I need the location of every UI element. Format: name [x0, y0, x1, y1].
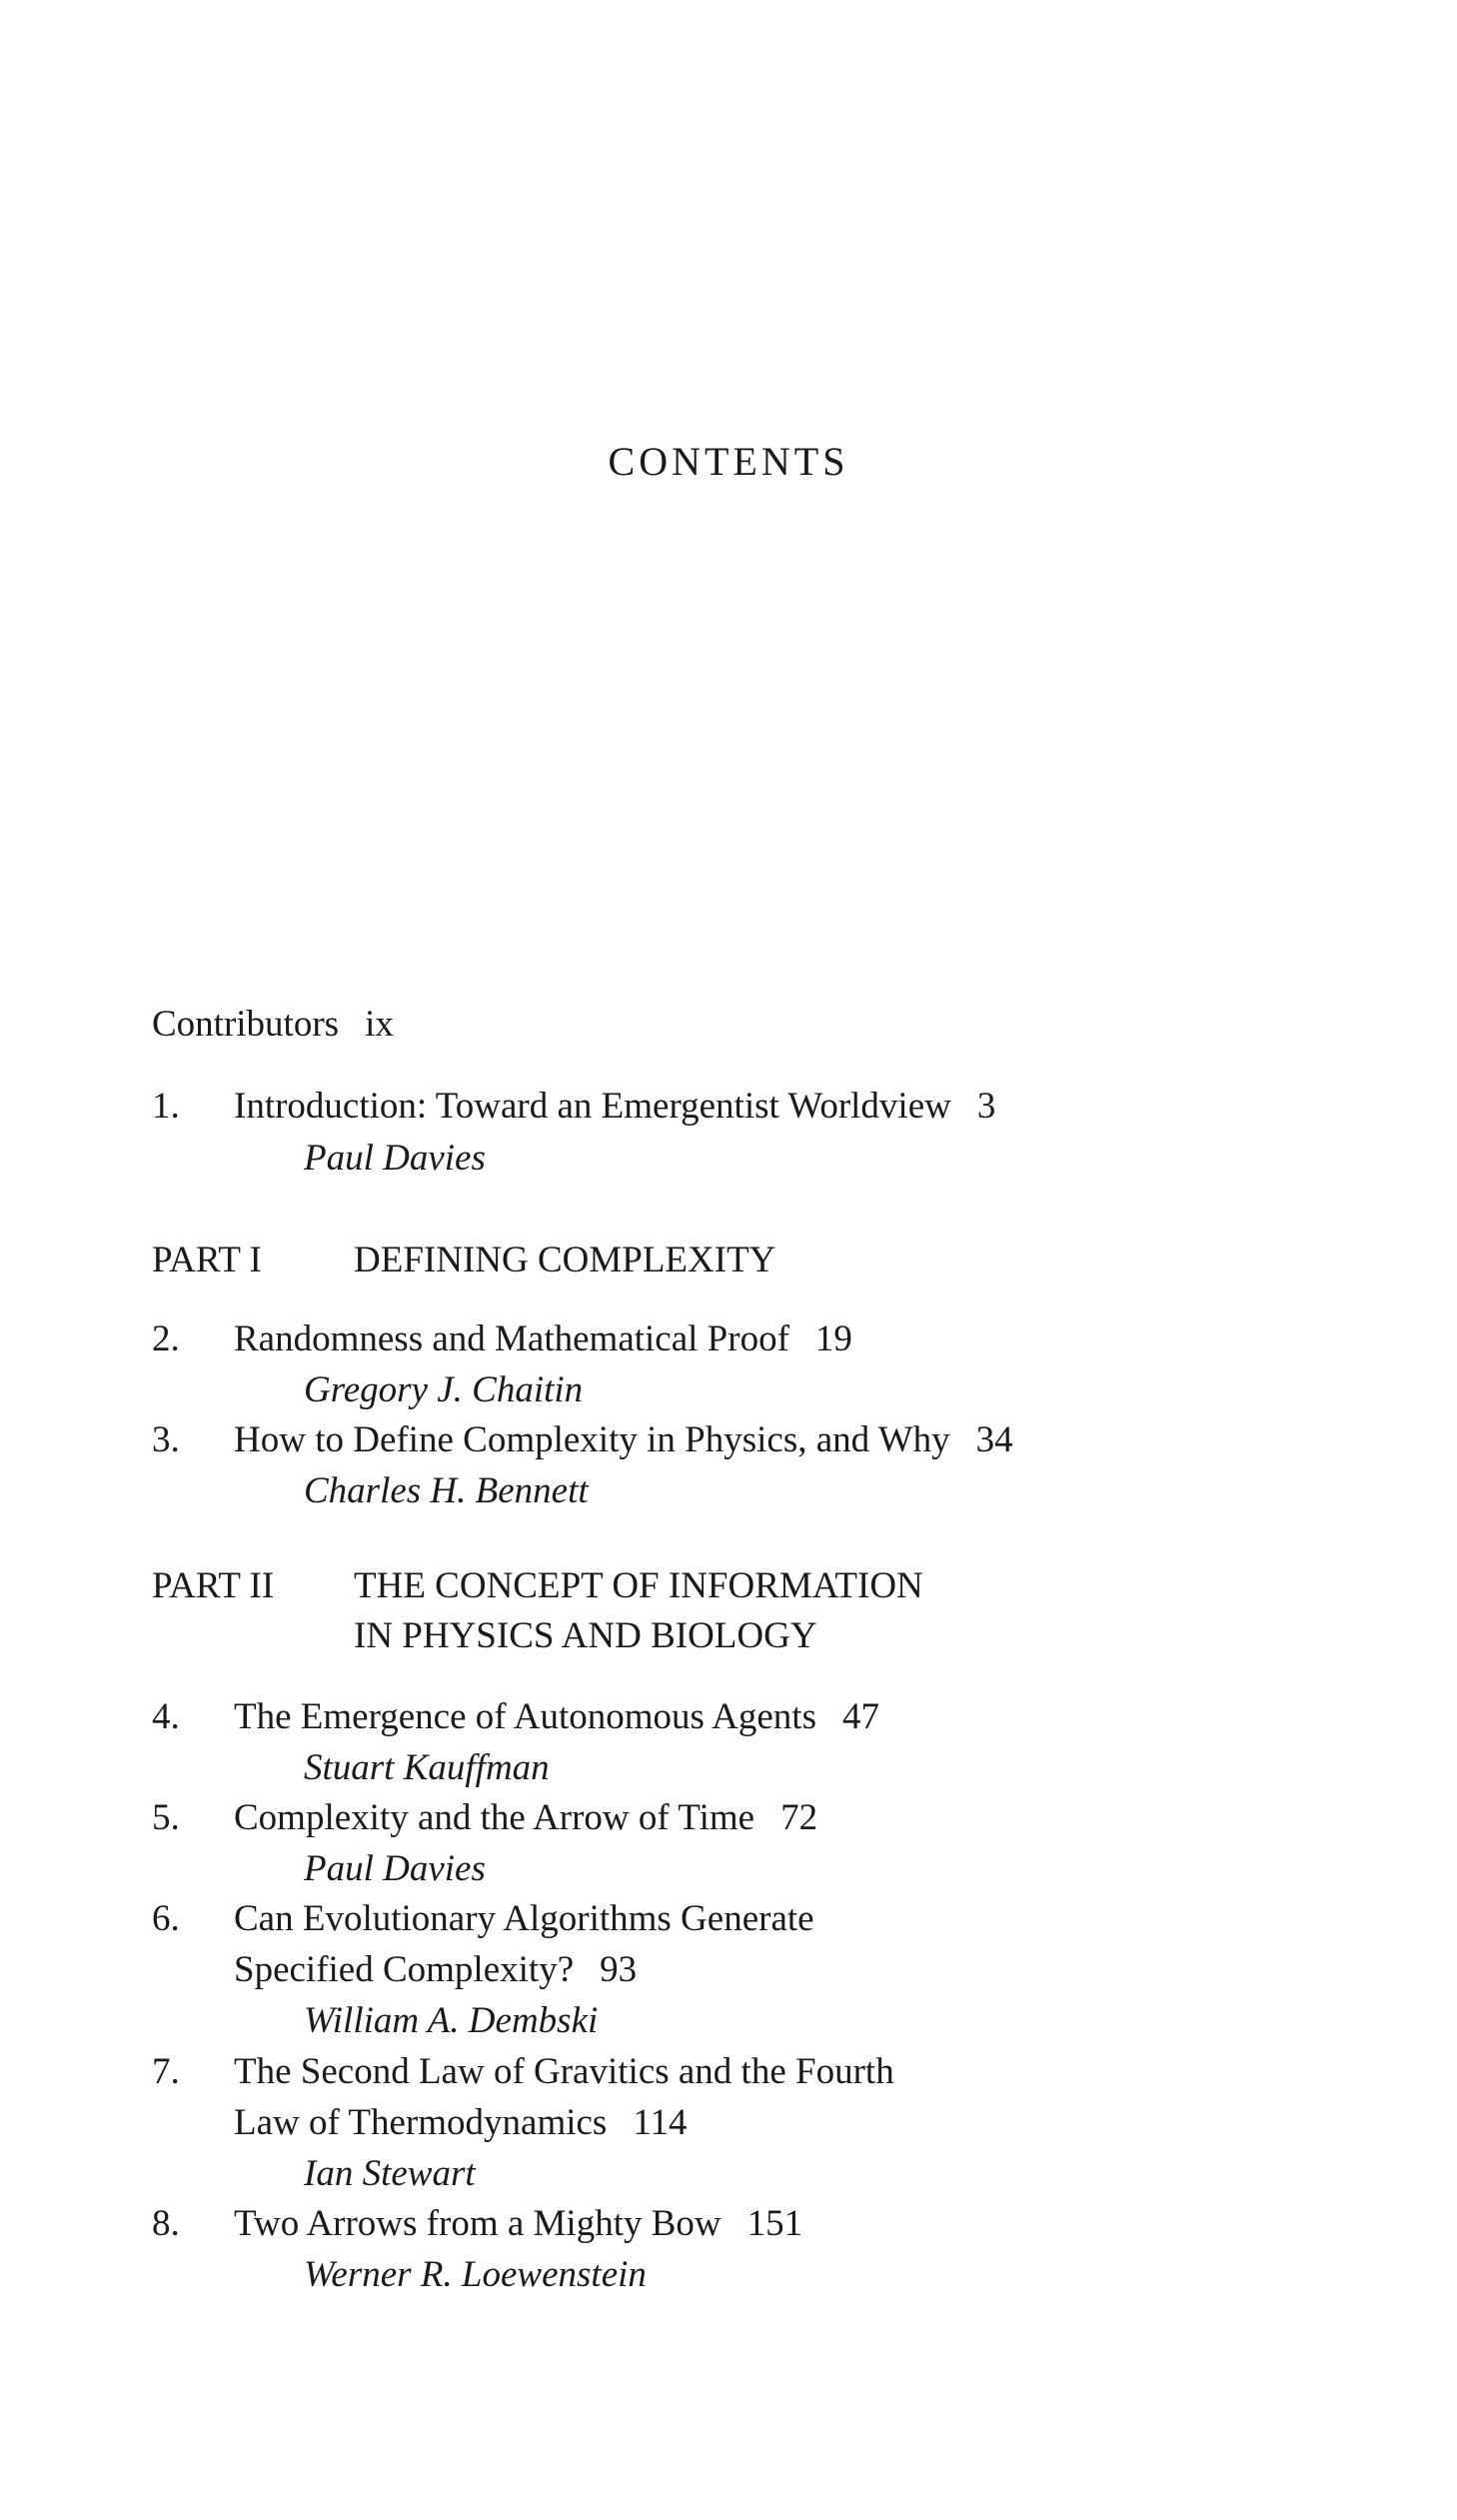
page-number: 93 [600, 1949, 638, 1990]
page-number: 72 [780, 1797, 818, 1838]
chapter-author: Stuart Kauffman [304, 1747, 550, 1788]
chapter-title: Randomness and Mathematical Proof [234, 1318, 789, 1359]
chapter-number: 2. [152, 1318, 180, 1359]
chapter-title-line [234, 2199, 802, 2249]
chapter-author: William A. Dembski [304, 2000, 599, 2041]
chapter-number: 4. [152, 1696, 180, 1737]
chapter-title: The Emergence of Autonomous Agents [234, 1696, 816, 1737]
part-title-line-1: THE CONCEPT OF INFORMATION [354, 1565, 923, 1606]
toc-entry-contributors[interactable] [152, 1000, 394, 1050]
part-label: PART I [152, 1240, 262, 1280]
page-number: 47 [842, 1696, 879, 1737]
chapter-title-line-2 [234, 1945, 637, 1995]
chapter-title: Introduction: Toward an Emergentist Worldview [234, 1086, 951, 1127]
chapter-title: Complexity and the Arrow of Time [234, 1797, 755, 1838]
chapter-author: Ian Stewart [304, 2153, 476, 2194]
chapter-number: 1. [152, 1086, 180, 1127]
page-number: 114 [633, 2102, 688, 2143]
contributors-label: Contributors [152, 1004, 340, 1045]
chapter-author: Charles H. Bennett [304, 1470, 589, 1511]
chapter-number: 7. [152, 2051, 180, 2092]
page-number: 151 [746, 2203, 803, 2244]
chapter-number: 8. [152, 2203, 180, 2244]
chapter-author: Paul Davies [304, 1138, 486, 1179]
page-number: 19 [814, 1318, 852, 1359]
chapter-author: Gregory J. Chaitin [304, 1369, 584, 1410]
chapter-title: How to Define Complexity in Physics, and Why [234, 1419, 950, 1460]
chapter-title-line [234, 1082, 995, 1132]
page-number: ix [365, 1004, 394, 1045]
part-title: DEFINING COMPLEXITY [354, 1240, 776, 1280]
chapter-number: 5. [152, 1797, 180, 1838]
chapter-author: Paul Davies [304, 1848, 486, 1889]
chapter-title-line [234, 1793, 817, 1843]
part-label: PART II [152, 1565, 275, 1606]
part-title-line-2: IN PHYSICS AND BIOLOGY [354, 1615, 817, 1656]
page-number: 34 [975, 1419, 1013, 1460]
page-number: 3 [976, 1086, 996, 1127]
chapter-title: Law of Thermodynamics [234, 2102, 608, 2143]
chapter-number: 3. [152, 1419, 180, 1460]
chapter-title-line-2 [234, 2098, 687, 2148]
chapter-number: 6. [152, 1898, 180, 1939]
page-title: CONTENTS [608, 439, 849, 484]
chapter-author: Werner R. Loewenstein [304, 2254, 647, 2295]
chapter-title-line-1: The Second Law of Gravitics and the Fourth [234, 2051, 894, 2092]
chapter-title: Specified Complexity? [234, 1949, 575, 1990]
chapter-title-line [234, 1314, 852, 1364]
chapter-title: Two Arrows from a Mighty Bow [234, 2203, 722, 2244]
chapter-title-line [234, 1692, 879, 1742]
chapter-title-line [234, 1415, 1013, 1465]
chapter-title-line-1: Can Evolutionary Algorithms Generate [234, 1898, 814, 1939]
